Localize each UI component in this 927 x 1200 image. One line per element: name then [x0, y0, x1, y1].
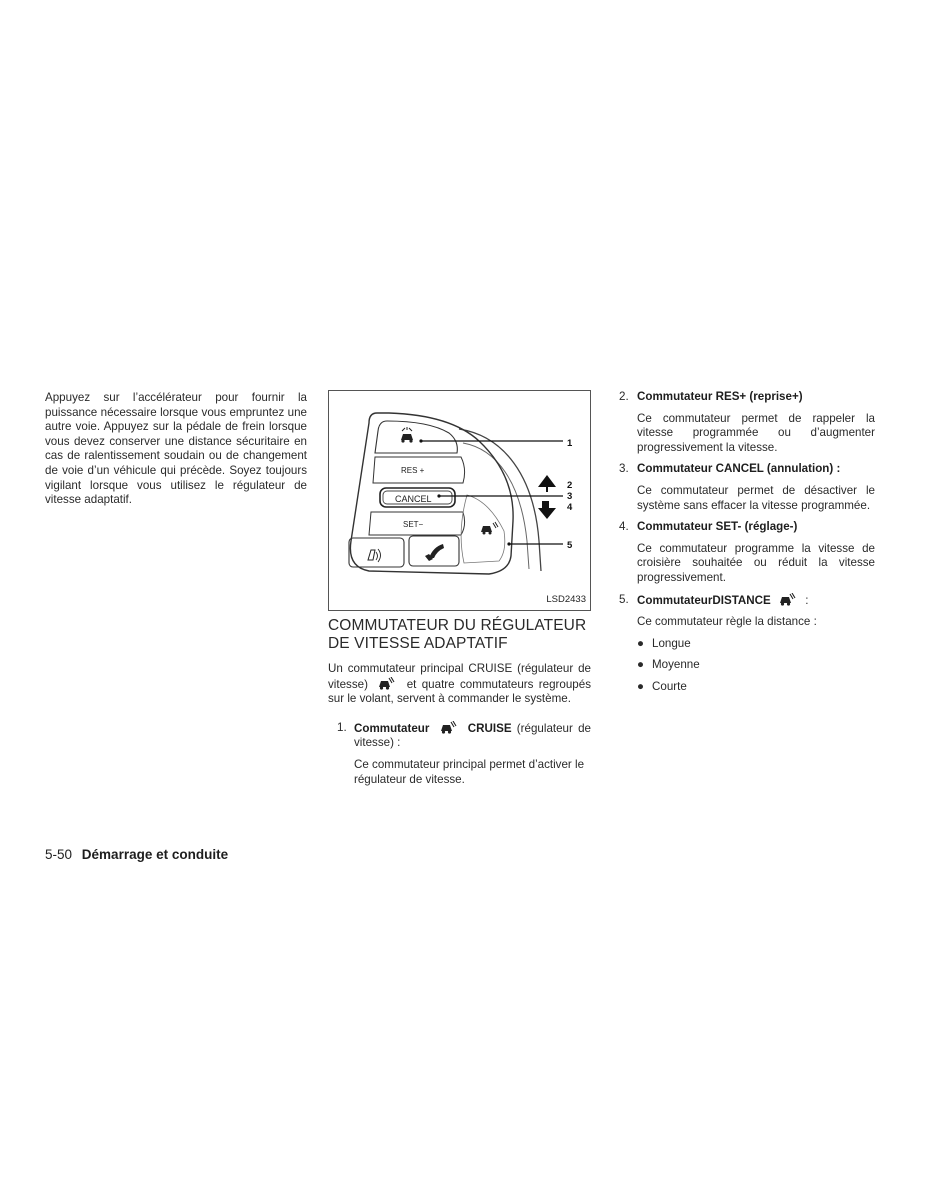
- option-moyenne: ● Moyenne: [637, 658, 700, 672]
- right-column: [619, 390, 875, 695]
- callout-1: 1: [567, 438, 573, 449]
- page-footer: [45, 847, 228, 862]
- list-item-1: 1. Commutateur CRUISE (régulateur de vitesse) : Ce commutateur principal permet d’activer le régulateur de vitesse.: [337, 720, 591, 786]
- distance-icon: [481, 522, 498, 535]
- bullet-icon: ●: [637, 658, 645, 672]
- list-item-2-desc: Ce commutateur permet de rappeler la vitesse programmée ou d’augmenter progressivement la vitesse.: [637, 411, 875, 454]
- middle-column: [328, 390, 591, 787]
- res-label: RES +: [401, 466, 425, 475]
- cruise-icon: [401, 427, 413, 443]
- bullet-icon: ●: [637, 636, 645, 650]
- figure-code: LSD2433: [546, 594, 586, 606]
- chapter-title: Démarrage et conduite: [81, 847, 229, 862]
- section-intro: Un commutateur principal CRUISE (régulateur de vitesse) et quatre commutateurs regroupés sur le volant, servent à commander le système.: [328, 662, 591, 706]
- list-item-4-desc: Ce commutateur programme la vitesse de croisière souhaitée ou réduit la vitesse progressivement.: [637, 541, 875, 584]
- callout-3: 3: [567, 491, 573, 502]
- cancel-label: CANCEL: [395, 494, 432, 504]
- cruise-distance-icon: [377, 677, 395, 691]
- left-column: [45, 391, 307, 508]
- list-item-3: 3. Commutateur CANCEL (annulation) :: [619, 462, 841, 476]
- callout-5: 5: [567, 540, 573, 551]
- bullet-icon: ●: [637, 679, 645, 693]
- list-item-2: 2. Commutateur RES+ (reprise+): [619, 390, 803, 403]
- list-item-5-desc: Ce commutateur règle la distance :: [637, 615, 817, 629]
- set-label: SET−: [403, 520, 424, 529]
- option-courte: ● Courte: [637, 679, 687, 693]
- steering-switch-figure: [328, 390, 591, 611]
- distance-icon: [778, 593, 796, 607]
- section-title: COMMUTATEUR DU RÉGULATEUR DE VITESSE ADAPTATIF: [328, 617, 587, 652]
- steering-switch-illustration: [329, 391, 590, 610]
- list-item-4: 4. Commutateur SET- (réglage-): [619, 520, 798, 534]
- intro-paragraph: Appuyez sur l’accélérateur pour fournir la puissance nécessaire lorsque vous empruntez une autre voie. Appuyez sur la pédale de frein lorsque vous devez conserver une distance sécuritaire en cas de ralentissement soudain ou de changement de voie d’un véhicule qui précède. Soyez toujours vigilant lorsque vous utilisez le régulateur de vitesse adaptatif.: [45, 391, 307, 507]
- callout-4: 4: [567, 502, 573, 513]
- page-number: 5-50: [45, 847, 73, 862]
- list-item-5: 5. CommutateurDISTANCE :: [619, 592, 809, 607]
- option-longue: ● Longue: [637, 636, 691, 650]
- callout-2: 2: [567, 480, 573, 491]
- cruise-icon: [439, 721, 457, 735]
- list-item-3-desc: Ce commutateur permet de désactiver le système sans effacer la vitesse programmée.: [637, 483, 875, 512]
